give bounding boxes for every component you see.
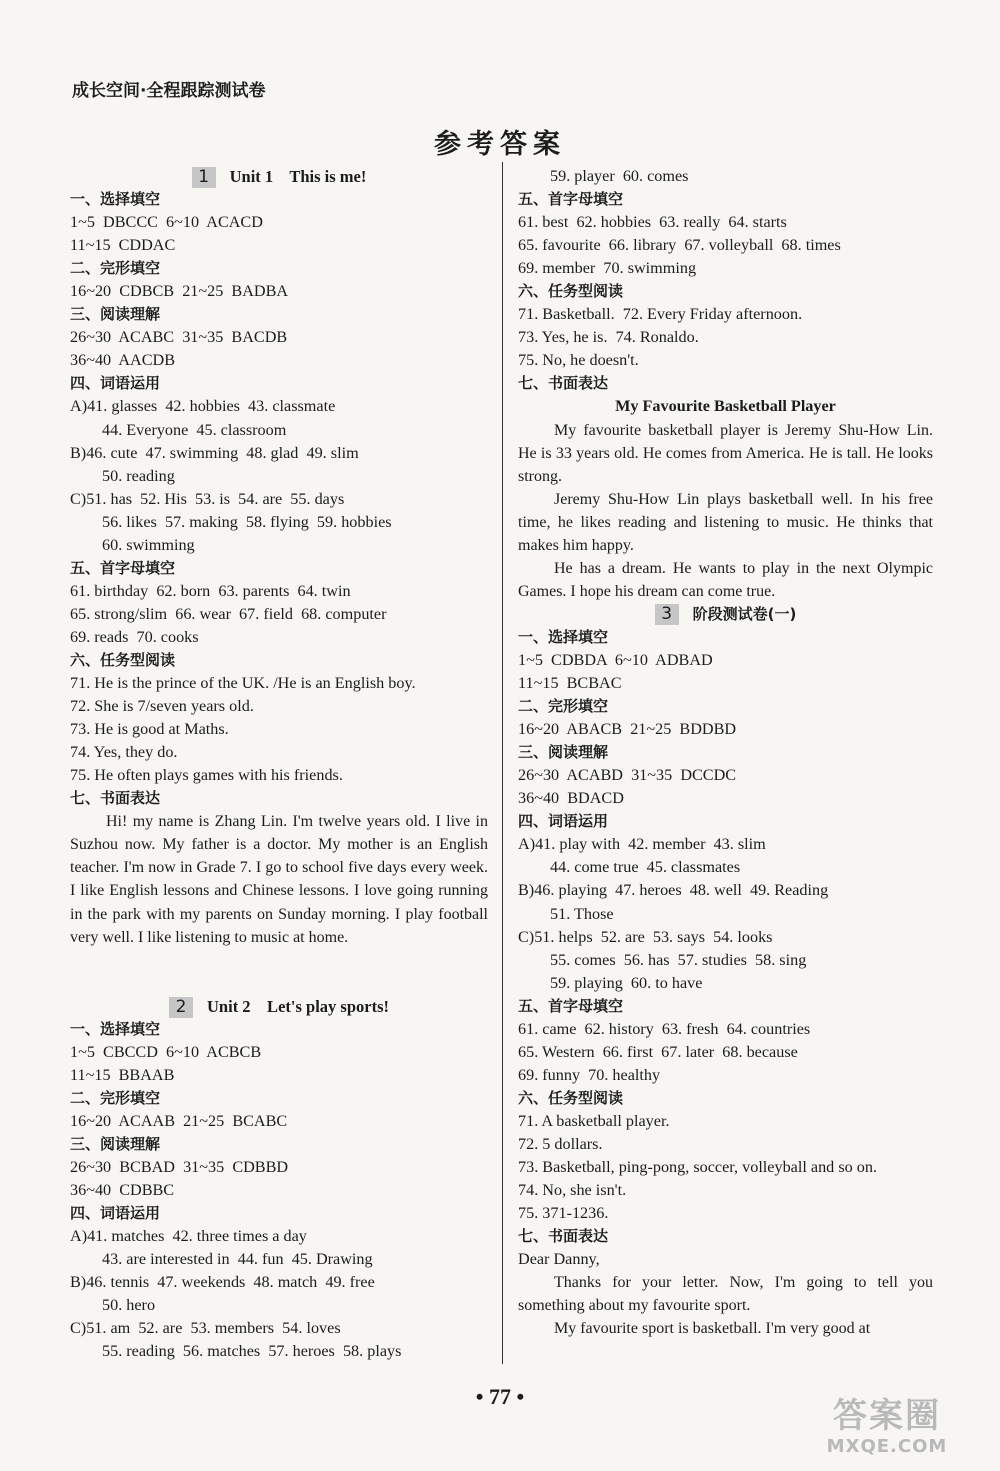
- answer-line: C)51. helps 52. are 53. says 54. looks: [518, 927, 773, 946]
- column-divider: [502, 162, 503, 1364]
- essay-paragraph: Hi! my name is Zhang Lin. I'm twelve years old. I live in Suzhou now. My father is a doctor. My mother is an English teacher. I'm now in Grade 7. I go to school five days every week. I like English lessons and Chinese lessons. I love going running in the park with my parents on Sunday morning. I play football very well. I like listening to music at home.: [70, 813, 488, 946]
- section-heading: 二、完形填空: [518, 697, 609, 716]
- answer-line: 26~30 BCBAD 31~35 CDBBD: [70, 1158, 289, 1177]
- section-heading: 五、首字母填空: [518, 996, 624, 1015]
- answer-line-indented: 56. likes 57. making 58. flying 59. hobbies: [102, 512, 392, 531]
- page-title: 参考答案: [434, 129, 566, 160]
- answer-line: 26~30 ACABD 31~35 DCCDC: [518, 766, 737, 785]
- answer-line-indented: 44. come true 45. classmates: [550, 858, 741, 877]
- essay-paragraph: My favourite basketball player is Jeremy Shu-How Lin. He is 33 years old. He comes from America. He is tall. He looks strong.: [518, 421, 933, 485]
- section-heading: 二、完形填空: [70, 1088, 161, 1107]
- answer-line: 74. No, she isn't.: [518, 1181, 627, 1200]
- answer-line: 65. favourite 66. library 67. volleyball 68. times: [518, 236, 841, 255]
- answer-line: B)46. cute 47. swimming 48. glad 49. slim: [70, 443, 359, 462]
- answer-line: 1~5 CDBDA 6~10 ADBAD: [518, 650, 713, 669]
- answer-line-indented: 59. playing 60. to have: [550, 973, 703, 992]
- answer-line-indented: 60. swimming: [102, 535, 195, 554]
- answer-line: 69. member 70. swimming: [518, 259, 697, 278]
- section-heading: 二、完形填空: [70, 259, 161, 278]
- page-number: • 77 •: [475, 1384, 525, 1409]
- answer-line: 16~20 ACAAB 21~25 BCABC: [70, 1111, 288, 1130]
- answer-line: B)46. tennis 47. weekends 48. match 49. free: [70, 1273, 375, 1292]
- answer-line: A)41. glasses 42. hobbies 43. classmate: [70, 397, 336, 416]
- answer-line: 69. reads 70. cooks: [70, 627, 199, 646]
- answer-line: C)51. am 52. are 53. members 54. loves: [70, 1319, 341, 1338]
- answer-line: 73. Basketball, ping-pong, soccer, volleyball and so on.: [518, 1158, 878, 1177]
- answer-line-indented: 55. reading 56. matches 57. heroes 58. plays: [102, 1342, 402, 1361]
- answer-line: 75. No, he doesn't.: [518, 351, 639, 370]
- section-heading: 七、书面表达: [518, 1227, 609, 1246]
- section-heading: 一、选择填空: [70, 190, 161, 209]
- section-heading: 六、任务型阅读: [518, 282, 624, 301]
- unit-heading: [518, 603, 933, 626]
- answer-line: 72. She is 7/seven years old.: [70, 697, 254, 716]
- essay-paragraph: My favourite sport is basketball. I'm very good at: [554, 1320, 871, 1338]
- answer-line: Dear Danny,: [518, 1250, 600, 1269]
- section-heading: 七、书面表达: [70, 789, 161, 808]
- answer-line-indented: 44. Everyone 45. classroom: [102, 420, 287, 439]
- section-heading: 三、阅读理解: [518, 743, 609, 762]
- answer-line: 72. 5 dollars.: [518, 1134, 603, 1153]
- answer-line: 11~15 BBAAB: [70, 1065, 175, 1084]
- answer-line-indented: 43. are interested in 44. fun 45. Drawing: [102, 1250, 373, 1269]
- answer-line-indented: 59. player 60. comes: [550, 167, 689, 185]
- answer-line: 73. Yes, he is. 74. Ronaldo.: [518, 328, 699, 347]
- answer-line-indented: 51. Those: [550, 904, 614, 923]
- answer-line: 11~15 BCBAC: [518, 674, 622, 693]
- answer-line: 75. 371-1236.: [518, 1204, 609, 1223]
- essay-paragraph: Thanks for your letter. Now, I'm going to tell you something about my favourite sport.: [518, 1274, 933, 1315]
- section-heading: 四、词语运用: [518, 812, 609, 831]
- unit-heading: [70, 165, 488, 188]
- section-heading: 三、阅读理解: [70, 305, 161, 324]
- section-heading: 三、阅读理解: [70, 1134, 161, 1153]
- section-heading: 六、任务型阅读: [518, 1088, 624, 1107]
- answer-line-indented: 50. reading: [102, 466, 175, 485]
- section-heading: 四、词语运用: [70, 1204, 161, 1223]
- answer-line: 61. best 62. hobbies 63. really 64. starts: [518, 213, 787, 232]
- essay-paragraph: He has a dream. He wants to play in the next Olympic Games. I hope his dream can come true.: [518, 559, 933, 600]
- answer-line: A)41. play with 42. member 43. slim: [518, 835, 766, 854]
- unit-number-badge: 2: [169, 997, 193, 1018]
- answer-line: 36~40 CDBBC: [70, 1181, 175, 1200]
- answer-line: 36~40 BDACD: [518, 789, 624, 808]
- unit-heading: [70, 995, 488, 1018]
- answer-line: 16~20 ABACB 21~25 BDDBD: [518, 720, 737, 739]
- answer-line: 36~40 AACDB: [70, 351, 175, 370]
- answer-line: 26~30 ACABC 31~35 BACDB: [70, 328, 288, 347]
- answer-line: 73. He is good at Maths.: [70, 720, 229, 739]
- section-heading: 五、首字母填空: [518, 190, 624, 209]
- answer-line: 75. He often plays games with his friends.: [70, 766, 343, 785]
- left-column: [70, 165, 488, 1363]
- unit-title: Unit 1 This is me!: [229, 167, 367, 186]
- section-heading: 一、选择填空: [518, 627, 609, 646]
- section-heading: 四、词语运用: [70, 374, 161, 393]
- answer-line: 71. He is the prince of the UK. /He is an English boy.: [70, 674, 416, 693]
- answer-line: 65. strong/slim 66. wear 67. field 68. computer: [70, 604, 387, 623]
- answer-line: C)51. has 52. His 53. is 54. are 55. days: [70, 489, 345, 508]
- unit-number-badge: 1: [192, 167, 216, 188]
- answer-line: 11~15 CDDAC: [70, 236, 176, 255]
- section-heading: 五、首字母填空: [70, 558, 176, 577]
- series-title: 成长空间·全程跟踪测试卷: [72, 81, 266, 101]
- unit-number-badge: 3: [655, 604, 679, 625]
- essay-paragraph: Jeremy Shu-How Lin plays basketball well. In his free time, he likes reading and listening to music. He thinks that makes him happy.: [518, 490, 933, 554]
- answer-line: 1~5 DBCCC 6~10 ACACD: [70, 213, 263, 232]
- section-heading: 六、任务型阅读: [70, 650, 176, 669]
- answer-line: 65. Western 66. first 67. later 68. because: [518, 1042, 798, 1061]
- unit-title: Unit 2 Let's play sports!: [207, 996, 389, 1016]
- answer-line: 69. funny 70. healthy: [518, 1065, 661, 1084]
- answer-line-indented: 55. comes 56. has 57. studies 58. sing: [550, 950, 807, 969]
- essay-title: My Favourite Basketball Player: [615, 397, 836, 416]
- answer-line: 74. Yes, they do.: [70, 743, 178, 762]
- answer-line: A)41. matches 42. three times a day: [70, 1227, 307, 1246]
- answer-line: 61. birthday 62. born 63. parents 64. twin: [70, 581, 351, 600]
- section-heading: 七、书面表达: [518, 374, 609, 393]
- watermark-logo: 答案圈 MXQE.COM: [826, 1396, 948, 1457]
- unit-title: 阶段测试卷(一): [692, 604, 797, 623]
- answer-line: 16~20 CDBCB 21~25 BADBA: [70, 282, 289, 301]
- answer-line: 1~5 CBCCD 6~10 ACBCB: [70, 1042, 262, 1061]
- answer-line: 61. came 62. history 63. fresh 64. countries: [518, 1019, 811, 1038]
- answer-line-indented: 50. hero: [102, 1296, 156, 1315]
- section-heading: 一、选择填空: [70, 1019, 161, 1038]
- answer-line: B)46. playing 47. heroes 48. well 49. Reading: [518, 881, 829, 900]
- answer-line: 71. A basketball player.: [518, 1111, 670, 1130]
- right-column: [518, 165, 933, 1340]
- answer-line: 71. Basketball. 72. Every Friday afternoon.: [518, 305, 803, 324]
